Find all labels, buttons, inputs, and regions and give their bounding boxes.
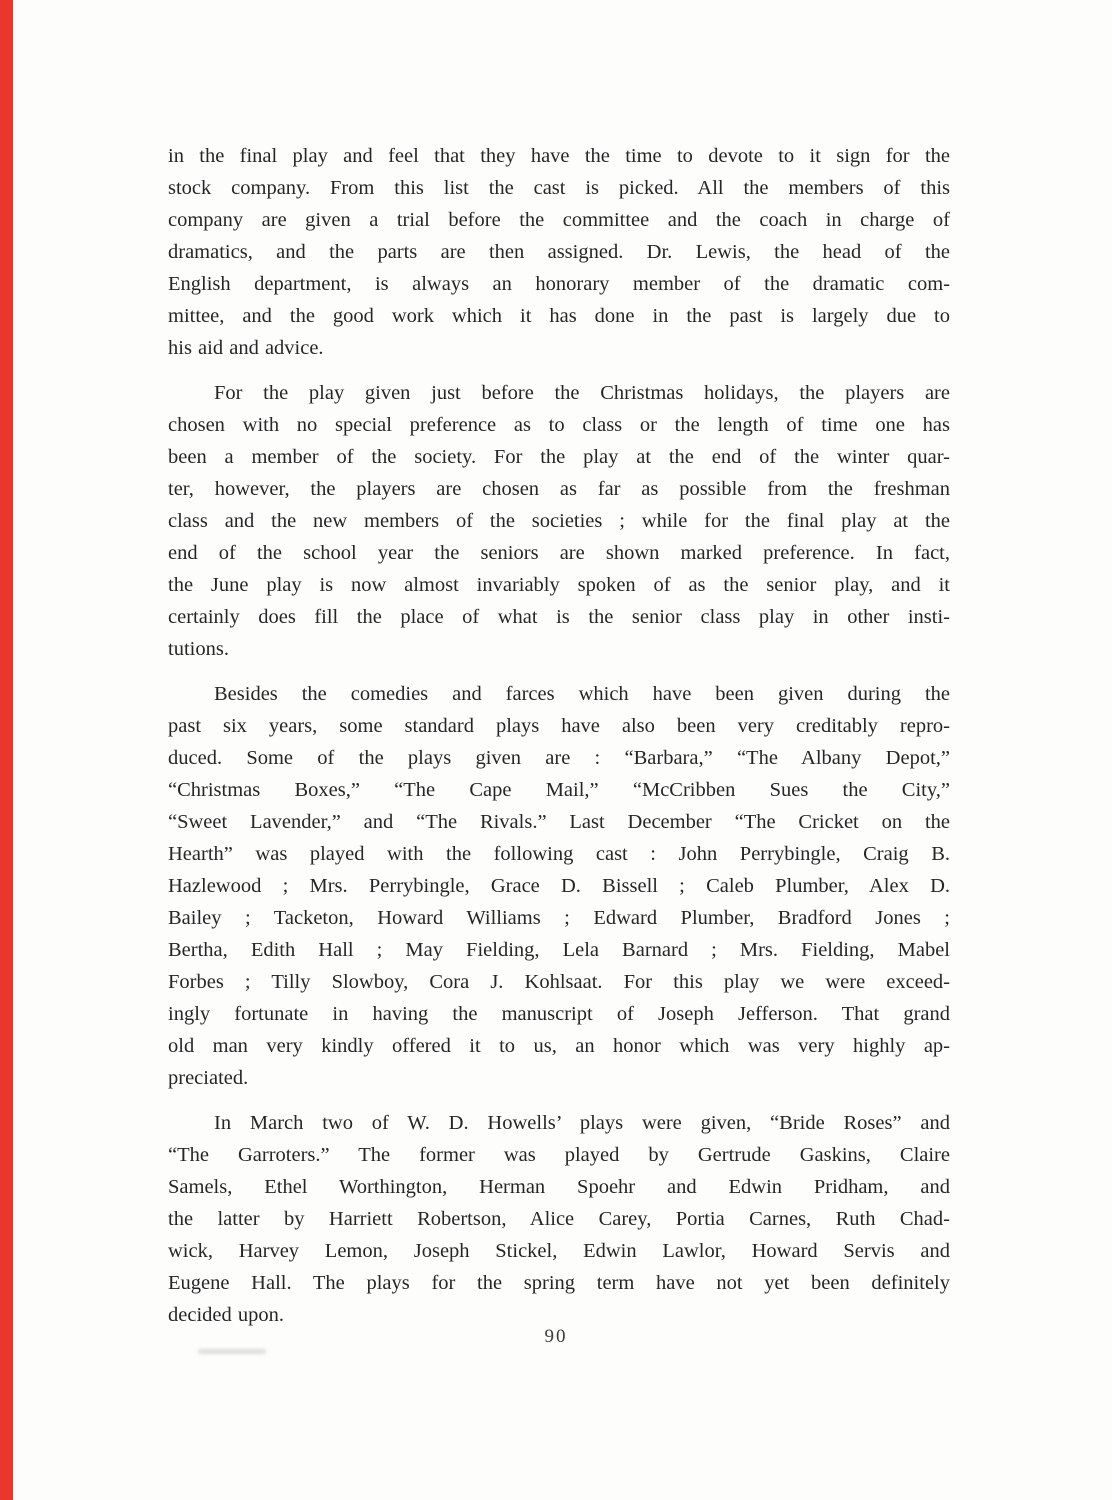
- text-line: wick, Harvey Lemon, Joseph Stickel, Edwin Lawlor, Howard Servis and: [168, 1240, 950, 1262]
- text-line: end of the school year the seniors are shown marked preference. In fact,: [168, 542, 950, 564]
- text-line: the latter by Harriett Robertson, Alice Carey, Portia Carnes, Ruth Chad-: [168, 1208, 950, 1230]
- text-line: English department, is always an honorary member of the dramatic com-: [168, 273, 950, 295]
- text-line: ter, however, the players are chosen as far as possible from the freshman: [168, 478, 950, 500]
- text-line: certainly does fill the place of what is the senior class play in other insti-: [168, 606, 950, 628]
- page-text: [168, 140, 950, 1344]
- text-line: old man very kindly offered it to us, an honor which was very highly ap-: [168, 1035, 950, 1057]
- text-line: Bailey ; Tacketon, Howard Williams ; Edward Plumber, Bradford Jones ;: [168, 907, 950, 929]
- text-line: Forbes ; Tilly Slowboy, Cora J. Kohlsaat. For this play we were exceed-: [168, 971, 950, 993]
- text-line: past six years, some standard plays have also been very creditably repro-: [168, 715, 950, 737]
- text-line: “Sweet Lavender,” and “The Rivals.” Last December “The Cricket on the: [168, 811, 950, 833]
- text-line: “The Garroters.” The former was played by Gertrude Gaskins, Claire: [168, 1144, 950, 1166]
- paragraph: [168, 678, 950, 1094]
- text-line: In March two of W. D. Howells’ plays were given, “Bride Roses” and: [214, 1112, 950, 1134]
- text-line: preciated.: [168, 1067, 249, 1089]
- text-line: Hazlewood ; Mrs. Perrybingle, Grace D. Bissell ; Caleb Plumber, Alex D.: [168, 875, 950, 897]
- paragraph: [168, 1107, 950, 1331]
- text-line: ingly fortunate in having the manuscript of Joseph Jefferson. That grand: [168, 1003, 950, 1025]
- text-line: company are given a trial before the committee and the coach in charge of: [168, 209, 950, 231]
- text-line: his aid and advice.: [168, 337, 324, 359]
- paragraph: [168, 377, 950, 665]
- text-line: chosen with no special preference as to class or the length of time one has: [168, 414, 950, 436]
- scan-edge-strip: [0, 0, 13, 1500]
- text-line: class and the new members of the societies ; while for the final play at the: [168, 510, 950, 532]
- scan-smudge: [198, 1349, 266, 1354]
- text-line: Hearth” was played with the following cast : John Perrybingle, Craig B.: [168, 843, 950, 865]
- text-line: decided upon.: [168, 1304, 284, 1326]
- text-line: Bertha, Edith Hall ; May Fielding, Lela Barnard ; Mrs. Fielding, Mabel: [168, 939, 950, 961]
- text-line: the June play is now almost invariably spoken of as the senior play, and it: [168, 574, 950, 596]
- text-line: been a member of the society. For the play at the end of the winter quar-: [168, 446, 950, 468]
- text-line: tutions.: [168, 638, 229, 660]
- text-line: dramatics, and the parts are then assigned. Dr. Lewis, the head of the: [168, 241, 950, 263]
- text-line: mittee, and the good work which it has done in the past is largely due to: [168, 305, 950, 327]
- paragraph: [168, 140, 950, 364]
- text-line: stock company. From this list the cast is picked. All the members of this: [168, 177, 950, 199]
- text-line: Samels, Ethel Worthington, Herman Spoehr and Edwin Pridham, and: [168, 1176, 950, 1198]
- text-line: Besides the comedies and farces which have been given during the: [214, 683, 950, 705]
- page-number: 90: [544, 1326, 568, 1347]
- text-line: For the play given just before the Christmas holidays, the players are: [214, 382, 950, 404]
- text-line: Eugene Hall. The plays for the spring term have not yet been definitely: [168, 1272, 950, 1294]
- text-line: “Christmas Boxes,” “The Cape Mail,” “McCribben Sues the City,”: [168, 779, 950, 801]
- text-line: in the final play and feel that they have the time to devote to it sign for the: [168, 145, 950, 167]
- text-line: duced. Some of the plays given are : “Barbara,” “The Albany Depot,”: [168, 747, 950, 769]
